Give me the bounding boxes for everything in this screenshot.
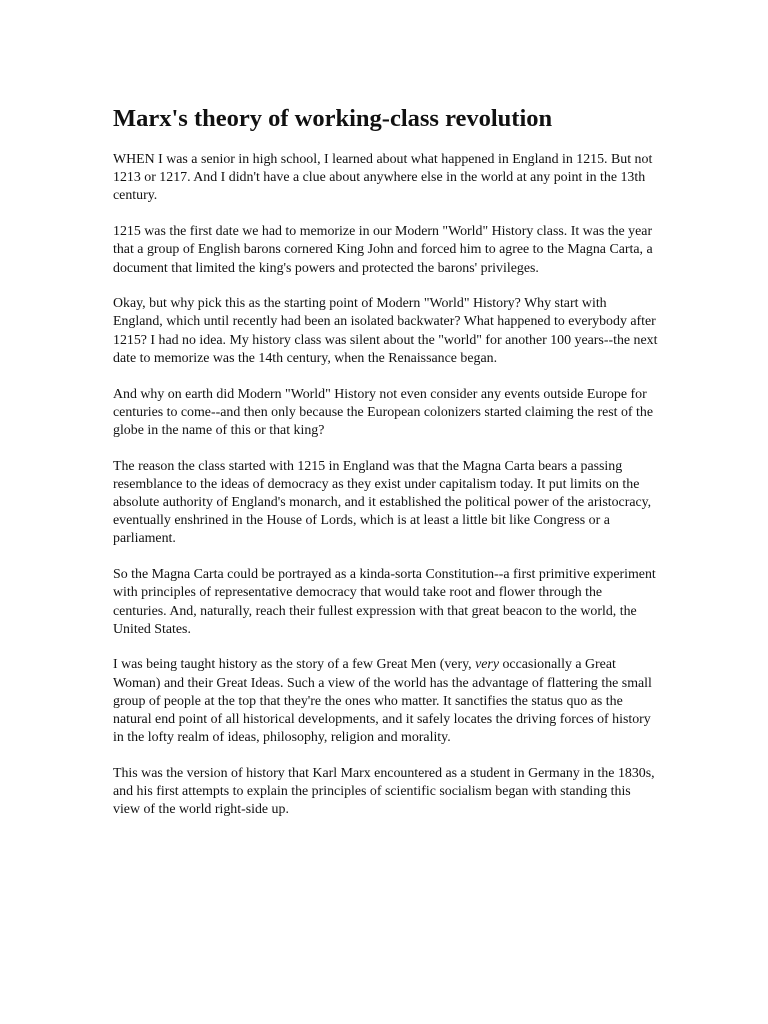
article-title: Marx's theory of working-class revolution [113,105,553,132]
paragraph-7-emphasis: very [475,657,499,673]
paragraph-6: So the Magna Carta could be portrayed as a kinda-sorta Constitution--a first primitive experiment with principles of representative democracy that would take root and flower through the centuries. And, naturally, reach their fullest expression with that great beacon to the world, the United States. [113,567,656,637]
paragraph-7-text-before: I was being taught history as the story of a few Great Men (very, [113,657,476,673]
paragraph-7-text-after: occasionally a Great Woman) and their Great Ideas. Such a view of the world has the advantage of flattering the small group of people at the top that they're the ones who matter. It sanctifies the status quo as the natural end point of all historical developments, and it safely locates the driving forces of history in the lofty realm of ideas, philosophy, religion and morality. [113,657,652,746]
article-body [113,151,658,837]
paragraph-7 [113,656,658,747]
paragraph-1: WHEN I was a senior in high school, I learned about what happened in England in 1215. But not 1213 or 1217. And I didn't have a clue about anywhere else in the world at any point in the 13th century. [113,152,653,204]
paragraph-4: And why on earth did Modern "World" History not even consider any events outside Europe for centuries to come--and then only because the European colonizers started claiming the rest of the globe in the name of this or that king? [113,386,653,438]
paragraph-3: Okay, but why pick this as the starting point of Modern "World" History? Why start with England, which until recently had been an isolated backwater? What happened to everybody after 1215? I had no idea. My history class was silent about the "world" for another 100 years--the next date to memorize was the 14th century, when the Renaissance began. [113,296,658,366]
paragraph-2: 1215 was the first date we had to memorize in our Modern "World" History class. It was the year that a group of English barons cornered King John and forced him to agree to the Magna Carta, a document that limited the king's powers and protected the barons' privileges. [113,224,653,276]
paragraph-5: The reason the class started with 1215 in England was that the Magna Carta bears a passing resemblance to the ideas of democracy as they exist under capitalism today. It put limits on the absolute authority of England's monarch, and it established the political power of the aristocracy, eventually enshrined in the House of Lords, which is at least a little bit like Congress or a parliament. [113,458,652,547]
paragraph-8: This was the version of history that Karl Marx encountered as a student in Germany in the 1830s, and his first attempts to explain the principles of scientific socialism began with standing this view of the world right-side up. [113,765,655,818]
